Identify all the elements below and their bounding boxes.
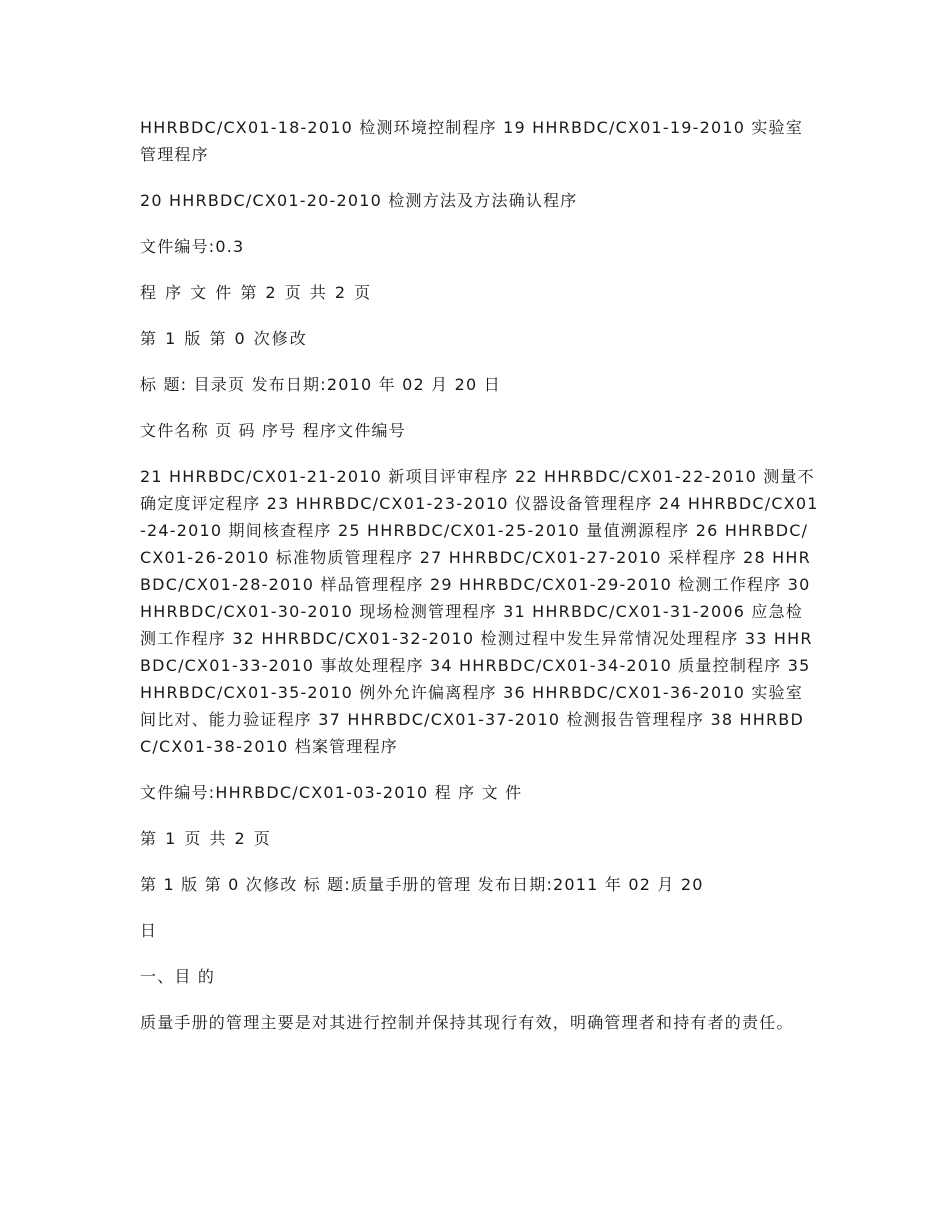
document-number: 文件编号:0.3 (140, 237, 245, 256)
header-title-date: 标 题: 目录页 发布日期:2010 年 02 月 20 日 (140, 375, 501, 394)
header-page-info: 程 序 文 件 第 2 页 共 2 页 (140, 283, 373, 302)
section-heading-purpose: 一、目 的 (140, 967, 216, 986)
version-title-date: 第 1 版 第 0 次修改 标 题:质量手册的管理 发布日期:2011 年 02 月 20 (140, 875, 704, 894)
toc-entries-21-38: 21 HHRBDC/CX01-21-2010 新项目评审程序 22 HHRBDC/CX01-22-2010 测量不确定度评定程序 23 HHRBDC/CX01-23-2010 仪器设备管理程序 24 HHRBDC/CX01-24-2010 期间核查程序 25 HHRBDC/CX01-25-2010 量值溯源程序 26 HHRBDC/CX01-26-2010 标准物质管理程序 27 HHRBDC/CX01-27-2010 采样程序 28 HHRBDC/CX01-28-2010 样品管理程序 29 HHRBDC/CX01-29-2010 检测工作程序 30 HHRBDC/CX01-30-2010 现场检测管理程序 31 HHRBDC/CX01-31-2006 应急检测工作程序 32 HHRBDC/CX01-32-2010 检测过程中发生异常情况处理程序 33 HHRBDC/CX01-33-2010 事故处理程序 34 HHRBDC/CX01-34-2010 质量控制程序 35 HHRBDC/CX01-35-2010 例外允许偏离程序 36 HHRBDC/CX01-36-2010 实验室间比对、能力验证程序 37 HHRBDC/CX01-37-2010 检测报告管理程序 38 HHRBDC/CX01-38-2010 档案管理程序 (140, 467, 819, 756)
document-page (140, 114, 820, 1055)
toc-entries-18-20-line-1: HHRBDC/CX01-18-2010 检测环境控制程序 19 HHRBDC/CX01-19-2010 实验室管理程序 (140, 118, 804, 164)
header-version: 第 1 版 第 0 次修改 (140, 329, 308, 348)
toc-column-headers: 文件名称 页 码 序号 程序文件编号 (140, 421, 406, 440)
document-number-2: 文件编号:HHRBDC/CX01-03-2010 程 序 文 件 (140, 783, 523, 802)
purpose-body-text: 质量手册的管理主要是对其进行控制并保持其现行有效，明确管理者和持有者的责任。 (140, 1013, 794, 1032)
page-count: 第 1 页 共 2 页 (140, 829, 272, 848)
date-day-char: 日 (140, 921, 158, 940)
toc-entry-20: 20 HHRBDC/CX01-20-2010 检测方法及方法确认程序 (140, 191, 578, 210)
